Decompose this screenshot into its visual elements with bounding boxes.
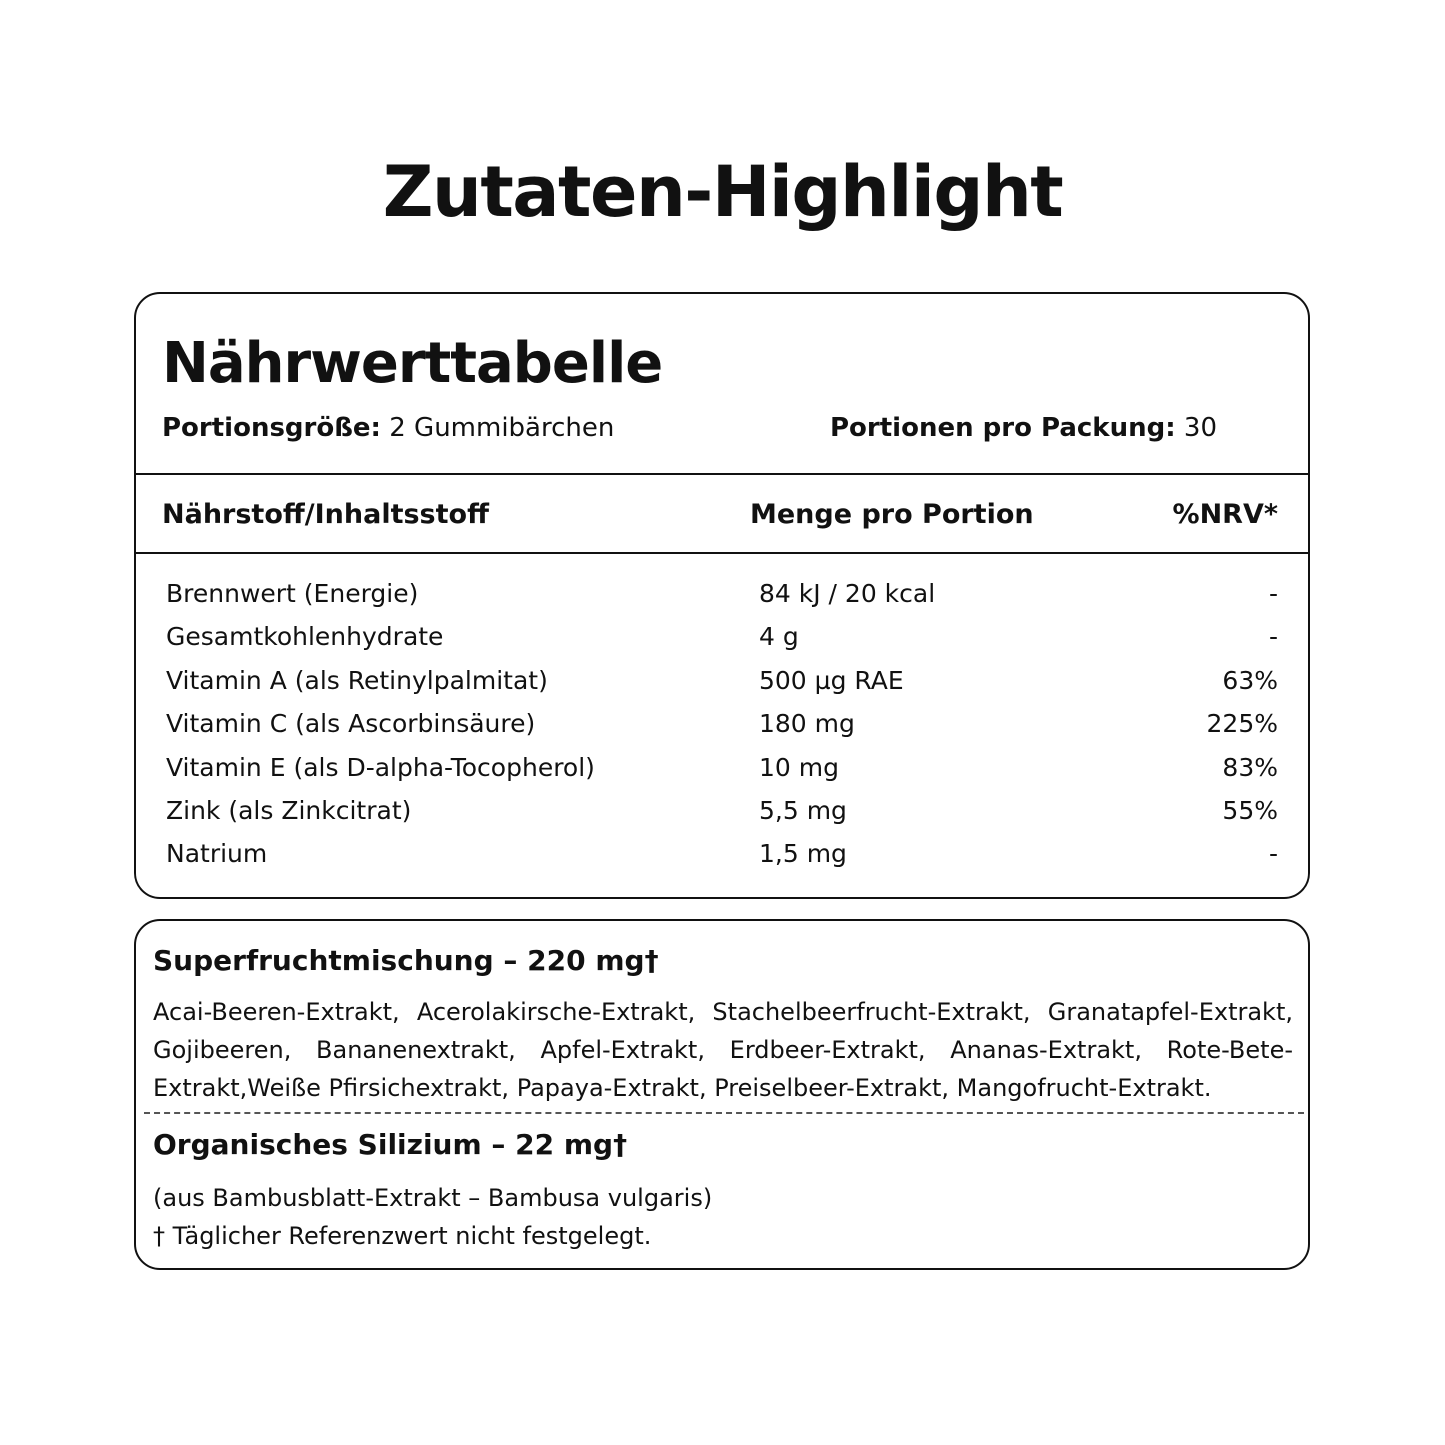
dashed-divider [144, 1112, 1304, 1114]
servings-per-pack-value: 30 [1183, 413, 1217, 443]
nutrient-amount: 1,5 mg [759, 839, 847, 869]
table-row [136, 789, 1308, 832]
nutrient-name: Zink (als Zinkcitrat) [166, 795, 412, 825]
table-row [136, 832, 1308, 875]
serving-size [162, 412, 614, 444]
servings-per-pack [830, 412, 1217, 444]
superfruit-blend-title: Superfruchtmischung – 220 mg† [153, 944, 659, 977]
nutrition-rows [136, 572, 1308, 876]
nutrient-nrv: 83% [1222, 752, 1278, 782]
table-row [136, 659, 1308, 702]
nutrient-name: Gesamtkohlenhydrate [166, 622, 444, 652]
nutrient-nrv: 55% [1222, 795, 1278, 825]
column-header-divider [136, 552, 1308, 554]
nutrient-amount: 84 kJ / 20 kcal [759, 579, 936, 608]
nutrient-nrv: - [1268, 579, 1278, 608]
nutrient-amount: 10 mg [759, 752, 839, 782]
column-header-nutrient: Nährstoff/Inhaltsstoff [162, 499, 489, 530]
silicon-title: Organisches Silizium – 22 mg† [153, 1128, 628, 1161]
nutrient-name: Vitamin E (als D-alpha-Tocopherol) [166, 752, 595, 782]
silicon-source-note: (aus Bambusblatt-Extrakt – Bambusa vulgaris) [153, 1184, 713, 1212]
nutrient-nrv: 63% [1222, 665, 1278, 695]
superfruit-ingredients: Acai-Beeren-Extrakt, Acerolakirsche-Extrakt, Stachelbeerfrucht-Extrakt, Granatapfel-Extrakt, Gojibeeren, Bananenextrakt, Apfel-Extrakt, Erdbeer-Extrakt, Ananas-Extrakt, Rote-Bete-Extrakt,Weiße Pfirsichextrakt, Papaya-Extrakt, Preiselbeer-Extrakt, Mangofrucht-Extrakt. [153, 998, 1293, 1102]
column-header-nrv: %NRV* [1172, 499, 1278, 530]
nutrient-amount: 500 µg RAE [759, 665, 904, 695]
nutrient-name: Vitamin A (als Retinylpalmitat) [166, 665, 548, 695]
nutrient-amount: 4 g [759, 622, 799, 652]
header-divider [136, 473, 1308, 475]
nutrient-name: Brennwert (Energie) [166, 579, 419, 608]
nutrient-nrv: 225% [1206, 709, 1278, 739]
nutrient-amount: 5,5 mg [759, 795, 847, 825]
nutrient-amount: 180 mg [759, 709, 855, 739]
nutrient-name: Natrium [166, 839, 268, 869]
table-row [136, 615, 1308, 658]
nutrient-nrv: - [1268, 839, 1278, 869]
table-row [136, 702, 1308, 745]
nutrition-table-heading: Nährwerttabelle [162, 331, 663, 396]
serving-size-label: Portionsgröße: [162, 413, 381, 443]
table-row [136, 572, 1308, 615]
table-row [136, 746, 1308, 789]
column-header-amount: Menge pro Portion [750, 499, 1034, 530]
reference-value-footnote: † Täglicher Referenzwert nicht festgelegt. [153, 1222, 652, 1250]
nutrient-nrv: - [1268, 622, 1278, 652]
nutrient-name: Vitamin C (als Ascorbinsäure) [166, 709, 536, 739]
blend-card [134, 919, 1310, 1270]
page-title: Zutaten-Highlight [382, 151, 1063, 233]
serving-size-value: 2 Gummibärchen [389, 413, 615, 443]
servings-per-pack-label: Portionen pro Packung: [830, 413, 1176, 443]
nutrition-table-card [134, 292, 1310, 899]
